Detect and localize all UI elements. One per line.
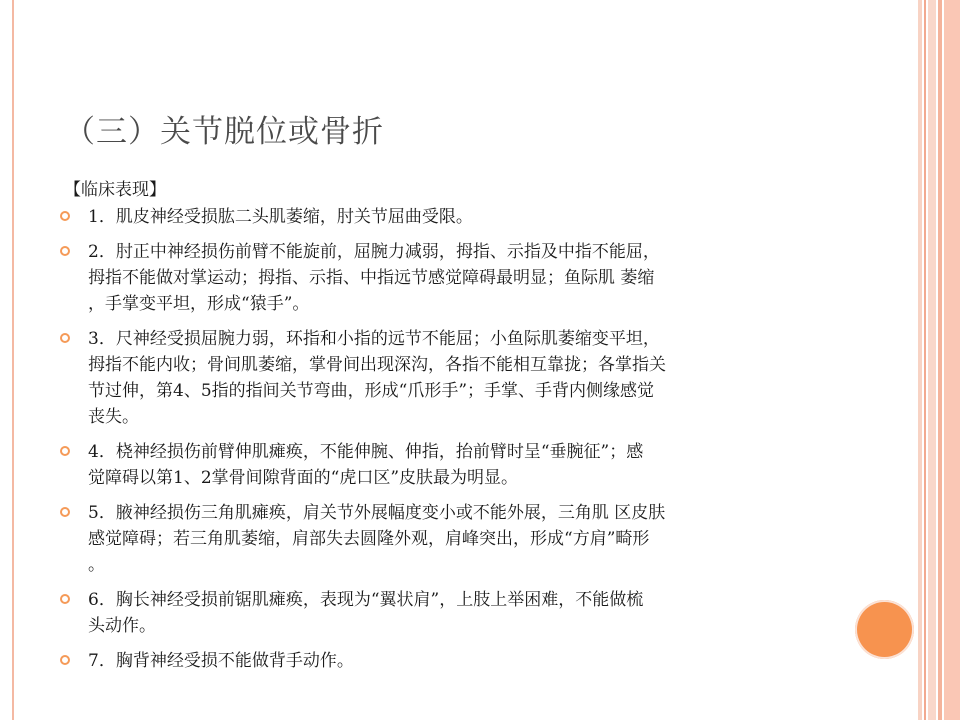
list-item (60, 587, 830, 639)
decorative-circle (855, 600, 914, 659)
list-item-line: 拇指不能做对掌运动；拇指、示指、中指远节感觉障碍最明显；鱼际肌 萎缩 (88, 268, 655, 288)
section-label: 【临床表现】 (64, 180, 166, 200)
list-item (60, 204, 830, 230)
list-item (60, 326, 830, 430)
list-item-line: 节过伸，第4、5指的指间关节弯曲，形成“爪形手”；手掌、手背内侧缘感觉 (88, 381, 655, 401)
stripe (924, 0, 926, 720)
bullet-ring-icon (60, 333, 70, 343)
list-item-line: 头动作。 (88, 616, 156, 636)
list-item-line: 3．尺神经受损屈腕力弱，环指和小指的远节不能屈；小鱼际肌萎缩变平坦， (88, 329, 660, 349)
stripe (918, 0, 922, 720)
list-item-line: 感觉障碍；若三角肌萎缩，肩部失去圆隆外观，肩峰突出，形成“方肩”畸形 (88, 529, 650, 549)
list-item-line: 2．肘正中神经损伤前臂不能旋前，屈腕力减弱，拇指、示指及中指不能屈， (88, 242, 660, 262)
left-frame-line (12, 0, 14, 720)
list-item (60, 439, 830, 491)
list-item-line: ，手掌变平坦，形成“猿手”。 (88, 294, 310, 314)
list-item-line: 觉障碍以第1、2掌骨间隙背面的“虎口区”皮肤最为明显。 (88, 468, 519, 488)
bullet-ring-icon (60, 446, 70, 456)
right-decorative-stripes (918, 0, 960, 720)
stripe (944, 0, 960, 720)
stripe (928, 0, 936, 720)
list-item (60, 648, 830, 674)
list-item (60, 239, 830, 317)
list-item-line: 6．胸长神经受损前锯肌瘫痪，表现为“翼状肩”，上肢上举困难，不能做梳 (88, 590, 644, 610)
bullet-ring-icon (60, 655, 70, 665)
list-item-line: 。 (88, 555, 105, 575)
list-item-line: 5．腋神经损伤三角肌瘫痪，肩关节外展幅度变小或不能外展，三角肌 区皮肤 (88, 503, 666, 523)
stripe (938, 0, 942, 720)
list-item-line: 丧失。 (88, 407, 139, 427)
bullet-ring-icon (60, 246, 70, 256)
list-item-line: 7．胸背神经受损不能做背手动作。 (88, 651, 354, 671)
list-item (60, 500, 830, 578)
list-item-line: 4．桡神经损伤前臂伸肌瘫痪，不能伸腕、伸指，抬前臂时呈“垂腕征”；感 (88, 442, 644, 462)
bullet-ring-icon (60, 211, 70, 221)
list-item-line: 拇指不能内收；骨间肌萎缩，掌骨间出现深沟，各指不能相互靠拢；各掌指关 (88, 355, 666, 375)
bullet-ring-icon (60, 594, 70, 604)
bullet-ring-icon (60, 507, 70, 517)
bullet-list (60, 204, 830, 683)
slide-title: （三）关节脱位或骨折 (64, 114, 384, 150)
list-item-line: 1．肌皮神经受损肱二头肌萎缩，肘关节屈曲受限。 (88, 207, 473, 227)
